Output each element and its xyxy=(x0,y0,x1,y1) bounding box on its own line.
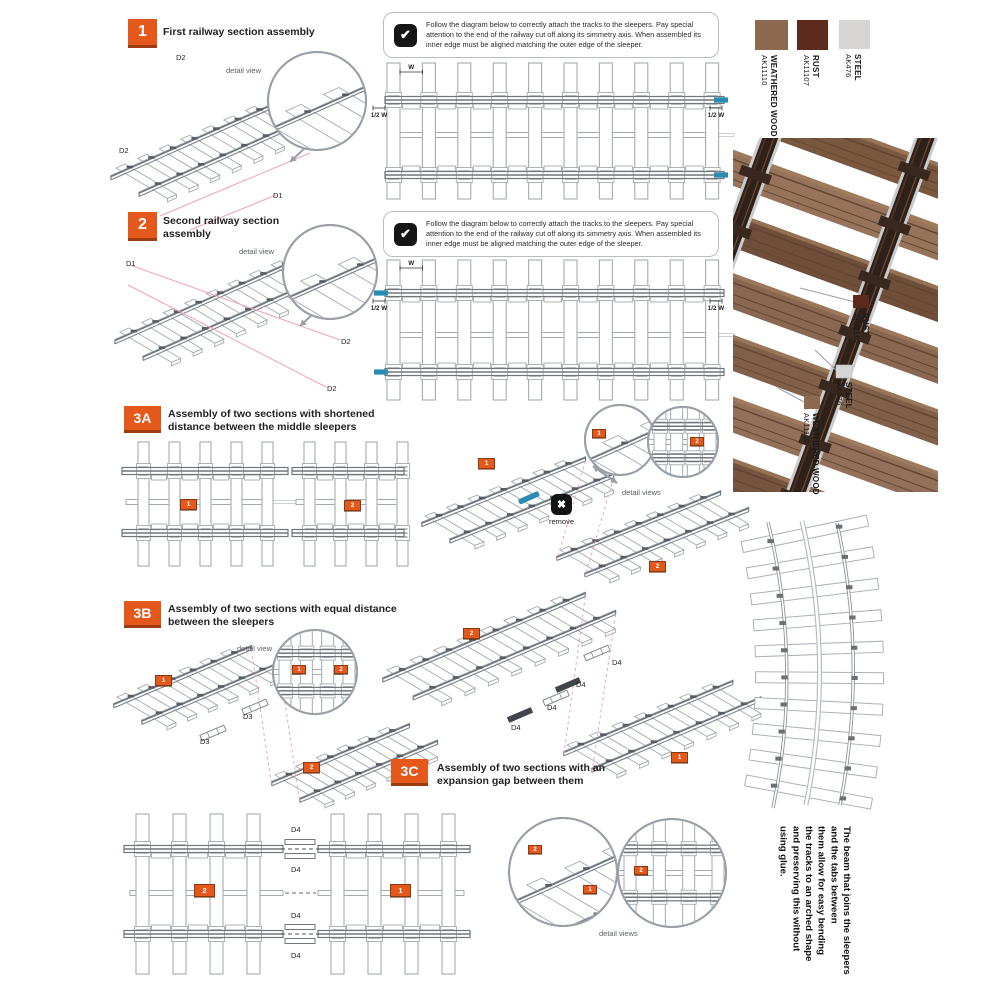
paint-name: STEEL xyxy=(853,54,862,81)
step-3b-isometric-left xyxy=(105,635,405,805)
check-icon: ✔ xyxy=(394,24,417,47)
paint-code: AK11110 xyxy=(802,413,811,444)
svg-text:1/2 W: 1/2 W xyxy=(707,112,725,119)
svg-text:1/2 W: 1/2 W xyxy=(707,305,725,312)
part-tag: 1 xyxy=(180,499,197,510)
part-tag: 1 xyxy=(292,665,306,674)
side-note-line: them allow for easy bending xyxy=(815,826,827,956)
step-1-title: First railway section assembly xyxy=(163,26,315,38)
label-detail-view: detail view xyxy=(237,644,273,653)
photo-label-rust xyxy=(850,313,870,375)
svg-text:1/2 W: 1/2 W xyxy=(370,112,388,119)
label-d2: D2 xyxy=(119,146,129,155)
paint-name: RUST xyxy=(811,55,820,78)
paint-label-rust xyxy=(798,55,820,115)
side-note-line: and preserving this without xyxy=(790,826,802,952)
step-3a-plan-left xyxy=(118,440,288,572)
check-icon: ✔ xyxy=(394,223,417,246)
paint-code: AK11107 xyxy=(802,55,811,87)
side-note xyxy=(766,826,852,990)
paint-code: AK11107 xyxy=(852,313,861,345)
step-2-plan-diagram xyxy=(372,256,732,406)
label-d4: D4 xyxy=(576,680,586,689)
part-tag: 1 xyxy=(155,675,172,686)
step-2-badge: 2 xyxy=(128,212,157,241)
side-note-line: The beam that joins the sleepers xyxy=(841,826,852,975)
part-tag: 2 xyxy=(463,628,480,639)
paint-swatch-rust xyxy=(797,20,828,50)
side-note-line: the tracks to an arched shape xyxy=(803,826,815,962)
part-tag: 2 xyxy=(194,884,215,897)
part-tag: 1 xyxy=(671,752,688,763)
paint-label-steel xyxy=(840,54,862,104)
svg-text:W: W xyxy=(408,260,415,267)
label-d3: D3 xyxy=(243,712,253,721)
step-3a-isometric-drawing xyxy=(415,398,735,598)
paint-swatch-weathered-wood xyxy=(755,20,788,50)
label-d4: D4 xyxy=(511,723,521,732)
part-tag: 2 xyxy=(649,561,666,572)
svg-text:1/2 W: 1/2 W xyxy=(370,305,388,312)
part-tag: 2 xyxy=(634,866,648,875)
note-box-1 xyxy=(383,12,719,58)
label-detail-view: detail view xyxy=(239,247,275,256)
weathered-track-photo xyxy=(733,138,938,492)
label-d4: D4 xyxy=(291,825,301,834)
step-3c-title: Assembly of two sections with an expansion gap between them xyxy=(437,762,606,787)
paint-label-weathered-wood xyxy=(756,55,778,147)
paint-name: WEATHERED WOOD xyxy=(811,413,820,495)
part-tag: 1 xyxy=(390,884,411,897)
part-tag: 2 xyxy=(528,845,542,854)
step-3c-badge: 3C xyxy=(391,759,428,786)
label-d3: D3 xyxy=(200,737,210,746)
part-tag: 1 xyxy=(583,885,597,894)
label-detail-views: detail views xyxy=(599,929,638,938)
step-3a-title: Assembly of two sections with shortened distance between the middle sleepers xyxy=(168,408,375,433)
label-d4: D4 xyxy=(291,865,301,874)
paint-code: AK11110 xyxy=(760,55,769,86)
curved-track-diagram xyxy=(740,505,960,825)
paint-name: RUST xyxy=(861,313,870,336)
svg-text:W: W xyxy=(408,64,415,71)
step-3a-badge: 3A xyxy=(124,406,161,433)
note-text-2: Follow the diagram below to correctly attach the tracks to the sleepers. Pay special attention to the end of the railway cut off along its simmetry axis. When assembled its inner edge must be aligned matching the outer edge of the sleeper. xyxy=(426,218,701,249)
label-remove: remove xyxy=(549,517,575,526)
label-d2: D2 xyxy=(341,337,351,346)
step-3b-title: Assembly of two sections with equal distance between the sleepers xyxy=(168,603,397,628)
label-detail-view: detail view xyxy=(226,66,262,75)
photo-label-steel xyxy=(833,382,853,432)
label-d4: D4 xyxy=(612,658,622,667)
part-tag: 2 xyxy=(690,437,704,446)
paint-name: STEEL xyxy=(844,382,853,409)
label-detail-views: detail views xyxy=(622,488,661,497)
remove-x-icon: ✖ xyxy=(551,494,572,515)
paint-code: AK476 xyxy=(835,382,844,406)
step-2-title: Second railway section assembly xyxy=(163,215,280,240)
label-d2: D2 xyxy=(327,384,337,393)
paint-code: AK476 xyxy=(844,54,853,78)
paint-swatch-steel xyxy=(839,20,870,49)
photo-label-weathered-wood xyxy=(800,413,820,508)
step-1-plan-diagram xyxy=(372,60,732,205)
note-text-1: Follow the diagram below to correctly attach the tracks to the sleepers. Pay special attention to the end of the railway cut off along its simmetry axis. When assembled its inner edge must be aligned matching the outer edge of the sleeper. xyxy=(426,19,701,50)
side-note-line: using glue. xyxy=(777,826,789,877)
label-d4: D4 xyxy=(291,911,301,920)
part-tag: 2 xyxy=(344,500,361,511)
part-tag: 1 xyxy=(592,429,606,438)
part-tag: 2 xyxy=(334,665,348,674)
part-tag: 1 xyxy=(478,458,495,469)
step-1-badge: 1 xyxy=(128,19,157,48)
label-d2: D2 xyxy=(176,53,186,62)
label-d4: D4 xyxy=(291,951,301,960)
label-d1: D1 xyxy=(126,259,136,268)
paint-name: WEATHERED WOOD xyxy=(769,55,778,137)
step-3b-badge: 3B xyxy=(124,601,161,628)
label-d1: D1 xyxy=(273,191,283,200)
step-3c-detail-circles xyxy=(505,815,735,940)
step-2-isometric-drawing xyxy=(100,240,380,410)
side-note-line: and the tabs between xyxy=(828,826,840,924)
note-box-2 xyxy=(383,211,719,257)
part-tag: 2 xyxy=(303,762,320,773)
label-d4: D4 xyxy=(547,703,557,712)
